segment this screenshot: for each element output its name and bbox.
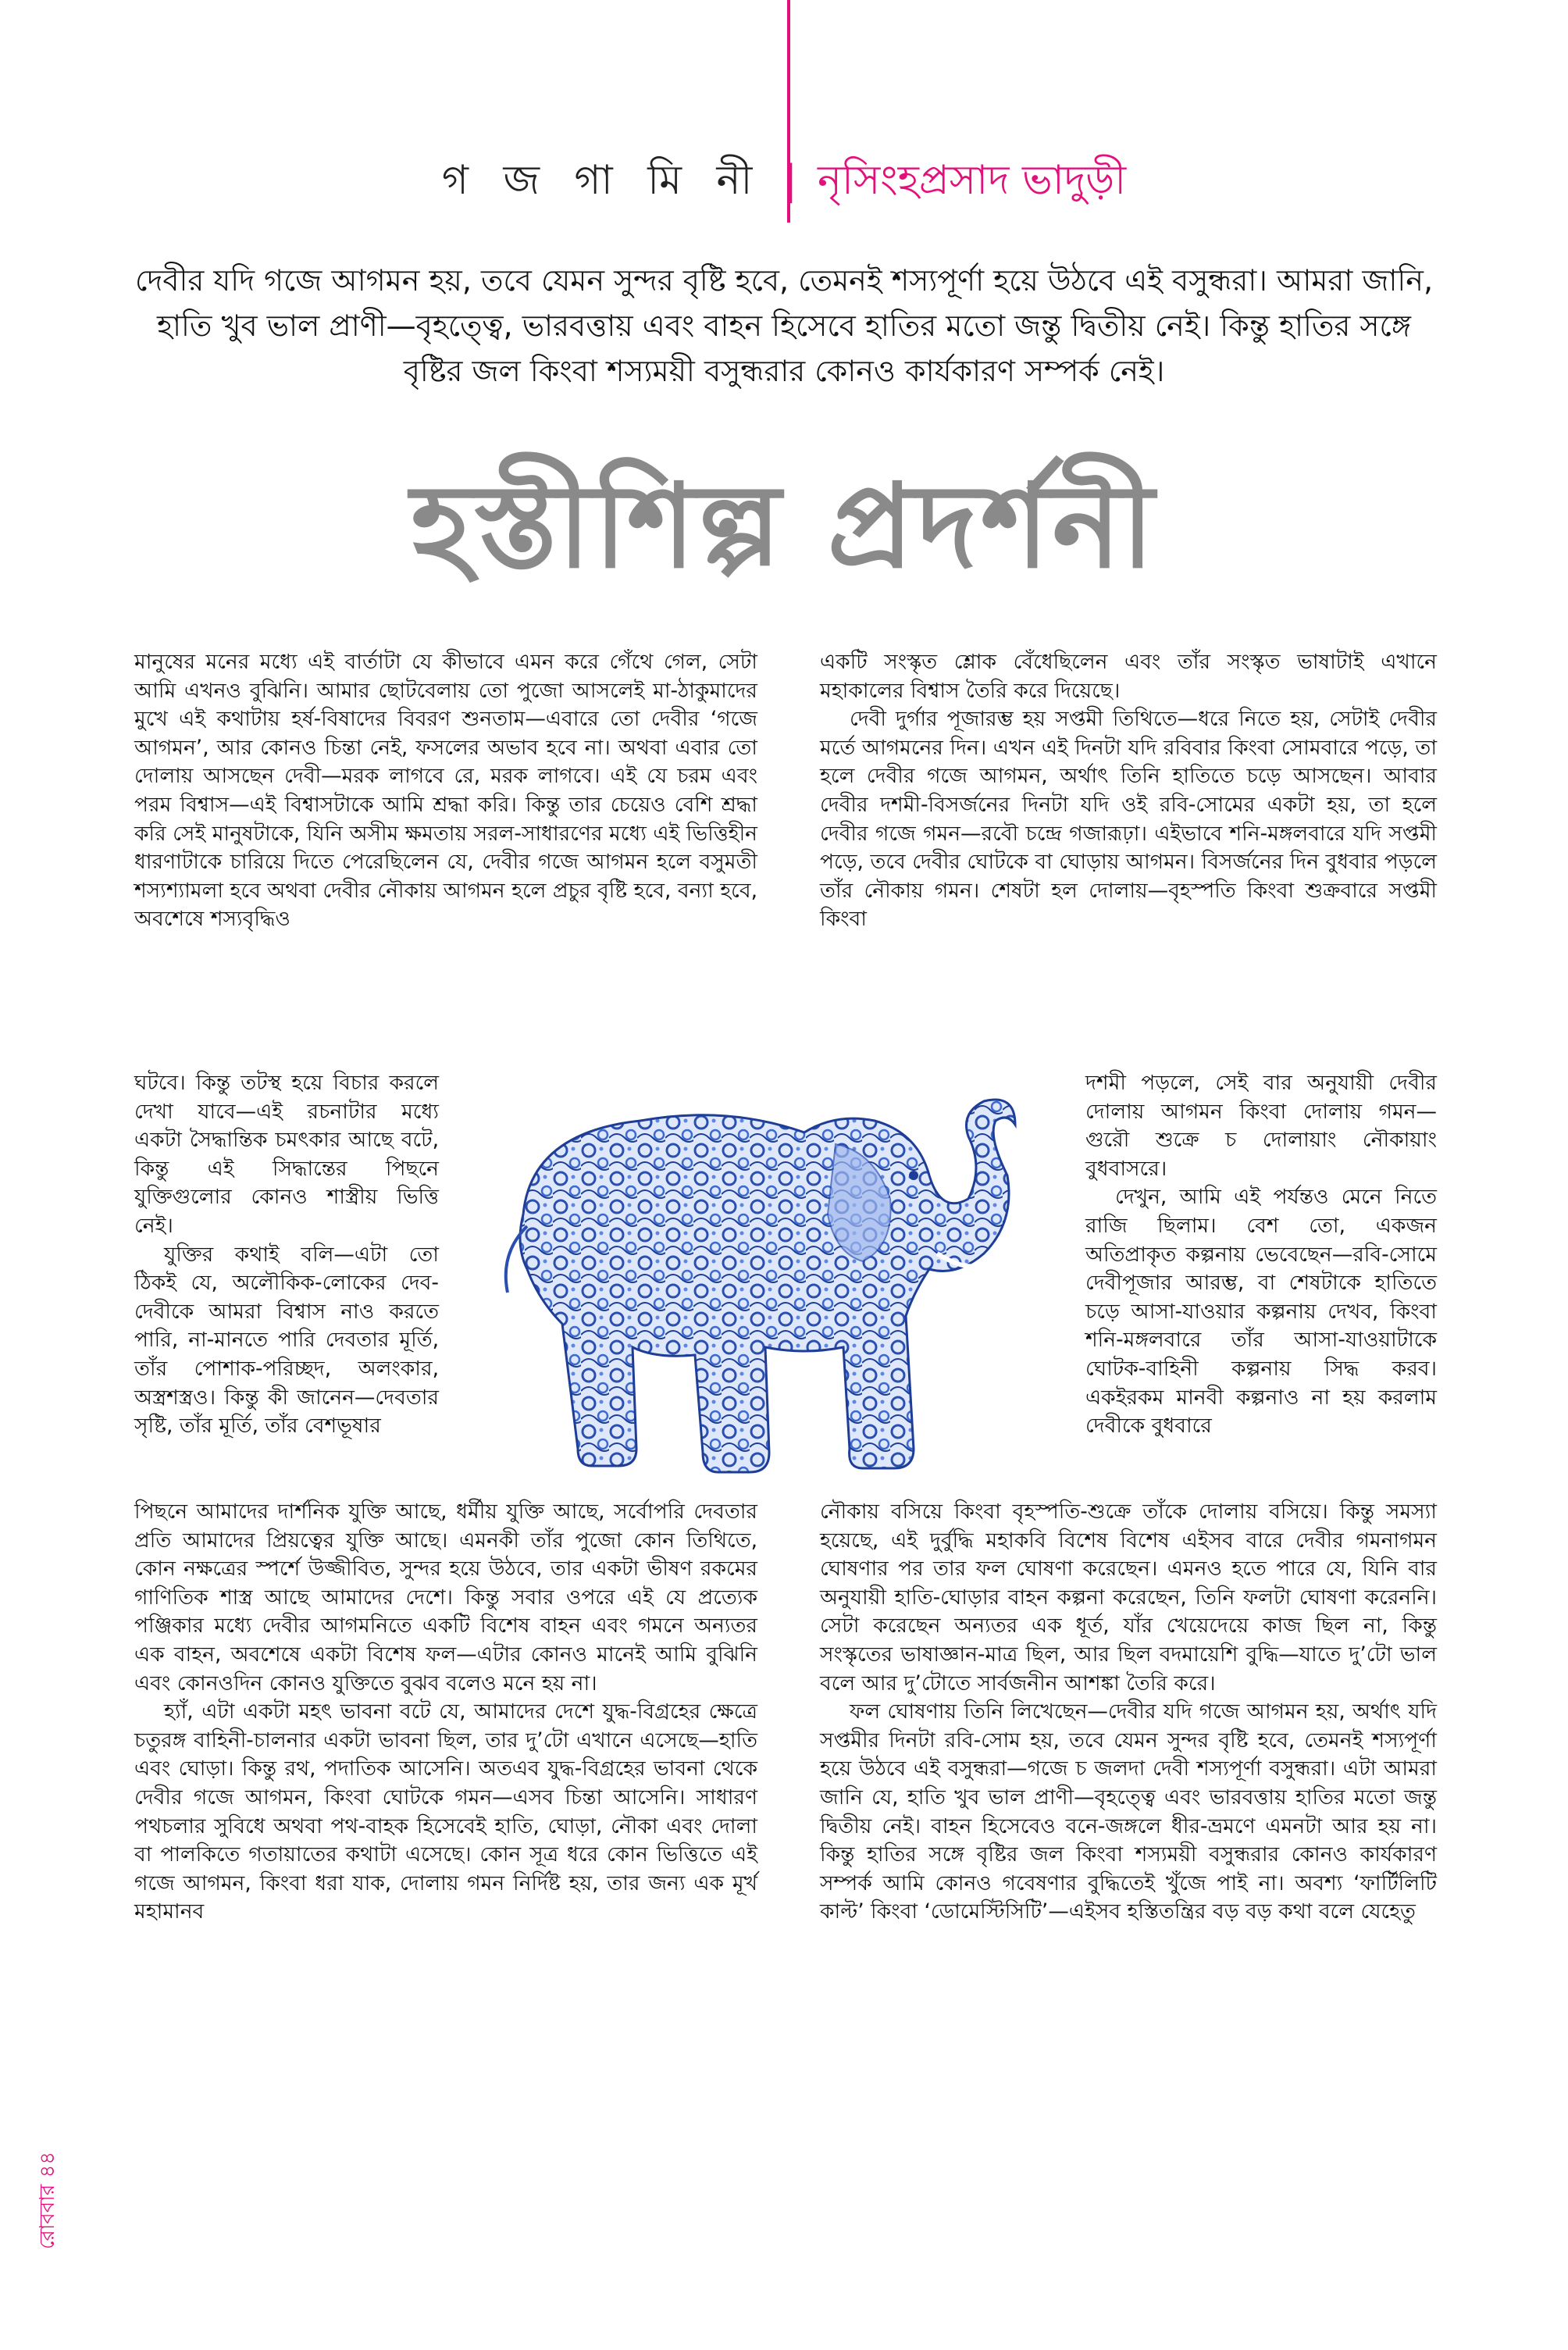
- body-paragraph: ঘটবে। কিন্তু তটস্থ হয়ে বিচার করলে দেখা যাবে—এই রচনাটার মধ্যে একটা সৈদ্ধান্তিক চমৎকার আছে বটে, কিন্তু এই সিদ্ধান্তের পিছনে যুক্তিগুলোর কোনও শাস্ত্রীয় ভিত্তি নেই।: [134, 1071, 439, 1238]
- body-paragraph: একটি সংস্কৃত শ্লোক বেঁধেছিলেন এবং তাঁর সংস্কৃত ভাষাটাই এখানে মহাকালের বিশ্বাস তৈরি করে দিয়েছে।: [820, 650, 1437, 703]
- body-paragraph: নৌকায় বসিয়ে কিংবা বৃহস্পতি-শুক্রে তাঁকে দোলায় বসিয়ে। কিন্তু সমস্যা হয়েছে, এই দুর্বুদ্ধি মহাকবি বিশেষ বিশেষ এইসব বারে দেবীর গমনাগমন ঘোষণার পর তার ফল ঘোষণা করেছেন। এমনও হতে পারে যে, যিনি বার অনুযায়ী হাতি-ঘোড়ার বাহন কল্পনা করেছেন, তিনি ফলটা ঘোষণা করেননি। সেটা করেছেন অন্যতর এক ধূর্ত, যাঁর খেয়েদেয়ে কাজ ছিল না, কিন্তু সংস্কৃতের ভাষাজ্ঞান-মাত্র ছিল, আর ছিল বদমায়েশি বুদ্ধি—যাতে দু’টো ভাল বলে আর দু’টোতে সার্বজনীন আশঙ্কা তৈরি করে।: [820, 1500, 1437, 1696]
- elephant-body: [520, 1100, 1015, 1472]
- article-title: হস্তীশিল্প প্রদর্শনী: [410, 459, 1158, 594]
- right-column-wrap: [1085, 1069, 1437, 1441]
- body-paragraph: হ্যাঁ, এটা একটা মহৎ ভাবনা বটে যে, আমাদের দেশে যুদ্ধ-বিগ্রহের ক্ষেত্রে চতুরঙ্গ বাহিনী-চালনার একটা ভাবনা ছিল, তার দু’টো এখানে এসেছে—হাতি এবং ঘোড়া। কিন্তু রথ, পদাতিক আসেনি। অতএব যুদ্ধ-বিগ্রহের ভাবনা থেকে দেবীর গজে আগমন, কিংবা ঘোটকে গমন—এসব চিন্তা আসেনি। সাধারণ পথচলার সুবিধে অথবা পথ-বাহক হিসেবেই হাতি, ঘোড়া, নৌকা এবং দোলা বা পালকিতে গতায়াতের কথাটা এসেছে। কোন সূত্র ধরে কোন ভিত্তিতে এই গজে আগমন, কিংবা ধরা যাক, দোলায় গমন নির্দিষ্ট হয়, তার জন্য এক মূর্খ মহামানব: [134, 1699, 757, 1924]
- author-name: নৃসিংহপ্রসাদ ভাদুড়ী: [817, 157, 1127, 204]
- article-header: [0, 148, 1568, 216]
- elephant-eye: [909, 1171, 918, 1180]
- body-paragraph: দেবী দুর্গার পূজারম্ভ হয় সপ্তমী তিথিতে—ধরে নিতে হয়, সেটাই দেবীর মর্তে আগমনের দিন। এখন এই দিনটা যদি রবিবার কিংবা সোমবারে পড়ে, তা হলে দেবীর গজে আগমন, অর্থাৎ তিনি হাতিতে চড়ে আসছেন। আবার দেবীর দশমী-বিসর্জনের দিনটা যদি ওই রবি-সোমের একটা হয়, তা হলে দেবীর গজে গমন—রবৌ চন্দ্রে গজারূঢ়া। এইভাবে শনি-মঙ্গলবারে যদি সপ্তমী পড়ে, তবে দেবীর ঘোটকে বা ঘোড়ায় আগমন। বিসর্জনের দিন বুধবার পড়লে তাঁর নৌকায় গমন। শেষটা হল দোলায়—বৃহস্পতি কিংবা শুক্রবারে সপ্তমী কিংবা: [820, 707, 1437, 932]
- left-column-bottom: [134, 1498, 757, 1927]
- body-paragraph: পিছনে আমাদের দার্শনিক যুক্তি আছে, ধর্মীয় যুক্তি আছে, সর্বোপরি দেবতার প্রতি আমাদের প্রিয়ত্বের যুক্তি আছে। এমনকী তাঁর পুজো কোন তিথিতে, কোন নক্ষত্রের স্পর্শে উজ্জীবিত, সুন্দর হয়ে উঠবে, তার একটা ভীষণ রকমের গাণিতিক শাস্ত্র আছে আমাদের দেশে। কিন্তু সবার ওপরে এই যে প্রত্যেক পঞ্জিকার মধ্যে দেবীর আগমনিতে একটি বিশেষ বাহন এবং গমনে অন্যতর এক বাহন, অবশেষে একটা বিশেষ ফল—এটার কোনও মানেই আমি বুঝিনি এবং কোনওদিন কোনও যুক্তিতে বুঝব বলেও মনে হয় না।: [134, 1500, 757, 1696]
- elephant-illustration: [469, 1058, 1093, 1496]
- right-column-top: [820, 648, 1437, 934]
- body-paragraph: মানুষের মনের মধ্যে এই বার্তাটা যে কীভাবে এমন করে গেঁথে গেল, সেটা আমি এখনও বুঝিনি। আমার ছোটবেলায় তো পুজো আসলেই মা-ঠাকুমাদের মুখে এই কথাটায় হর্ষ-বিষাদের বিবরণ শুনতাম—এবারে তো দেবীর ‘গজে আগমন’, আর কোনও চিন্তা নেই, ফসলের অভাব হবে না। অথবা এবার তো দোলায় আসছেন দেবী—মরক লাগবে রে, মরক লাগবে। এই যে চরম এবং পরম বিশ্বাস—এই বিশ্বাসটাকে আমি শ্রদ্ধা করি। কিন্তু তার চেয়েও বেশি শ্রদ্ধা করি সেই মানুষটাকে, যিনি অসীম ক্ষমতায় সরল-সাধারণের মধ্যে এই ভিত্তিহীন ধারণাটাকে চারিয়ে দিতে পেরেছিলেন যে, দেবীর গজে আগমন হলে বসুমতী শস্যশ্যামলা হবে অথবা দেবীর নৌকায় আগমন হলে প্রচুর বৃষ্টি হবে, বন্যা হবে, অবশেষে শস্যবৃদ্ধিও: [134, 650, 757, 932]
- right-column-bottom: [820, 1498, 1437, 1927]
- series-name: গ জ গা মি নী: [441, 157, 764, 204]
- body-paragraph: দশমী পড়লে, সেই বার অনুযায়ী দেবীর দোলায় আগমন কিংবা দোলায় গমন—গুরৌ শুক্রে চ দোলায়াং নৌকায়াং বুধবাসরে।: [1085, 1071, 1437, 1181]
- body-paragraph: যুক্তির কথাই বলি—এটা তো ঠিকই যে, অলৌকিক-লোকের দেব-দেবীকে আমরা বিশ্বাস নাও করতে পারি, না-মানতে পারি দেবতার মূর্তি, তাঁর পোশাক-পরিচ্ছদ, অলংকার, অস্ত্রশস্ত্রও। কিন্তু কী জানেন—দেবতার সৃষ্টি, তাঁর মূর্তি, তাঁর বেশভূষার: [134, 1242, 439, 1439]
- body-paragraph: ফল ঘোষণায় তিনি লিখেছেন—দেবীর যদি গজে আগমন হয়, অর্থাৎ যদি সপ্তমীর দিনটা রবি-সোম হয়, তবে যেমন সুন্দর বৃষ্টি হবে, তেমনই শস্যপূর্ণা হয়ে উঠবে এই বসুন্ধরা—গজে চ জলদা দেবী শস্যপূর্ণা বসুন্ধরা। এটা আমরা জানি যে, হাতি খুব ভাল প্রাণী—বৃহত্ত্বে এবং ভারবত্তায় হাতির মতো জন্তু দ্বিতীয় নেই। বাহন হিসেবেও বনে-জঙ্গলে ধীর-ভ্রমণে এমনটা আর হয় না। কিন্তু হাতির সঙ্গে বৃষ্টির জল কিংবা শস্যময়ী বসুন্ধরার কোনও কার্যকারণ সম্পর্ক আমি কোনও গবেষণার বুদ্ধিতেই খুঁজে পাই না। অবশ্য ‘ফার্টিলিটি কাল্ট’ কিংবা ‘ডোমেস্টিসিটি’—এইসব হস্তিতন্ত্রির বড় বড় কথা বলে যেহেতু: [820, 1699, 1437, 1924]
- body-paragraph: দেখুন, আমি এই পর্যন্তও মেনে নিতে রাজি ছিলাম। বেশ তো, একজন অতিপ্রাকৃত কল্পনায় ভেবেছেন—রবি-সোমে দেবীপূজার আরম্ভ, বা শেষটাকে হাতিতে চড়ে আসা-যাওয়ার কল্পনায় দেখব, কিংবা শনি-মঙ্গলবারে তাঁর আসা-যাওয়াটাকে ঘোটক-বাহিনী কল্পনায় সিদ্ধ করব। একইরকম মানবী কল্পনাও না হয় করলাম দেবীকে বুধবারে: [1085, 1185, 1437, 1439]
- left-column-top: [134, 648, 757, 934]
- page-folio: রোববার ৪৪: [36, 2151, 59, 2249]
- header-separator: |: [783, 157, 797, 204]
- left-column-wrap: [134, 1069, 439, 1441]
- intro-standfirst: দেবীর যদি গজে আগমন হয়, তবে যেমন সুন্দর বৃষ্টি হবে, তেমনই শস্যপূর্ণা হয়ে উঠবে এই বসুন্ধরা। আমরা জানি, হাতি খুব ভাল প্রাণী—বৃহত্ত্বে, ভারবত্তায় এবং বাহন হিসেবে হাতির মতো জন্তু দ্বিতীয় নেই। কিন্তু হাতির সঙ্গে বৃষ্টির জল কিংবা শস্যময়ী বসুন্ধরার কোনও কার্যকারণ সম্পর্ক নেই।: [134, 263, 1434, 388]
